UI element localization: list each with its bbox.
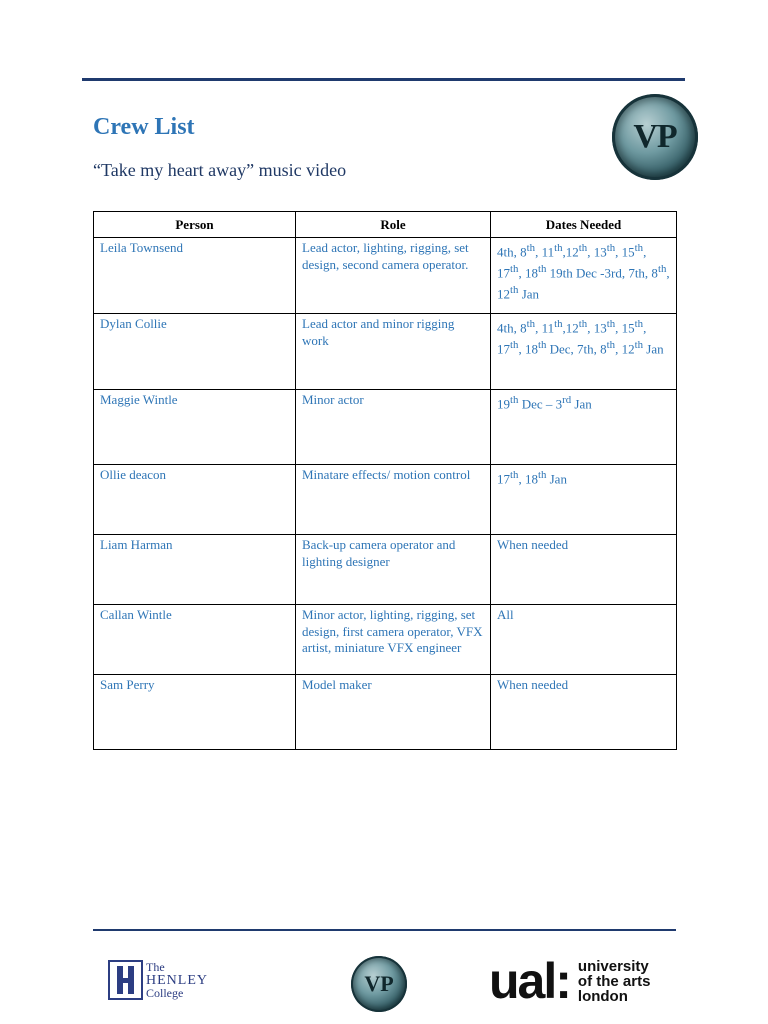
cell-person: Sam Perry [94,675,296,750]
ual-wordmark: ual: [489,953,570,1009]
table-row [94,238,677,314]
cell-person: Liam Harman [94,535,296,605]
header-dates: Dates Needed [491,212,677,238]
cell-dates: 4th, 8th, 11th,12th, 13th, 15th, 17th, 18th Dec, 7th, 8th, 12th Jan [491,314,677,390]
header-role: Role [296,212,491,238]
page-subtitle: “Take my heart away” music video [93,160,347,180]
cell-person: Leila Townsend [94,238,296,314]
cell-role: Minor actor, lighting, rigging, set design, first camera operator, VFX artist, miniature VFX engineer [296,605,491,675]
table-row [94,535,677,605]
header-person: Person [94,212,296,238]
cell-dates: 4th, 8th, 11th,12th, 13th, 15th, 17th, 18th 19th Dec -3rd, 7th, 8th, 12th Jan [491,238,677,314]
table-row [94,314,677,390]
henley-college: College [146,985,184,1000]
cell-role: Minatare effects/ motion control [296,465,491,535]
cell-dates: When needed [491,675,677,750]
vp-footer-text: VP [364,971,394,996]
cell-person: Maggie Wintle [94,390,296,465]
cell-person: Dylan Collie [94,314,296,390]
cell-person: Callan Wintle [94,605,296,675]
top-rule [82,78,685,81]
henley-college-logo [108,959,208,1001]
table-row [94,390,677,465]
cell-role: Lead actor, lighting, rigging, set design, second camera operator. [296,238,491,314]
table-row [94,605,677,675]
table-header-row [94,212,677,238]
ual-tagline [578,959,651,1004]
table-row [94,465,677,535]
vp-logo-text: VP [633,118,677,155]
ual-line-1: university [577,957,649,975]
henley-logo-text [146,961,208,1000]
cell-role: Model maker [296,675,491,750]
cell-dates: All [491,605,677,675]
cell-dates: 19th Dec – 3rd Jan [491,390,677,465]
henley-crest-icon [108,960,143,1000]
vp-logo [612,94,698,180]
table-row [94,675,677,750]
page-title: Crew List [93,114,195,140]
cell-role: Minor actor [296,390,491,465]
henley-name: HENLEY [146,972,208,988]
ual-line-3: london [577,987,628,1005]
cell-person: Ollie deacon [94,465,296,535]
ual-logo [489,953,651,1009]
cell-role: Back-up camera operator and lighting designer [296,535,491,605]
henley-the: The [146,959,165,974]
cell-dates: 17th, 18th Jan [491,465,677,535]
ual-line-2: of the arts [577,972,651,990]
cell-role: Lead actor and minor rigging work [296,314,491,390]
bottom-rule [93,929,676,931]
crew-table [93,211,677,750]
vp-footer-logo [351,956,407,1012]
cell-dates: When needed [491,535,677,605]
